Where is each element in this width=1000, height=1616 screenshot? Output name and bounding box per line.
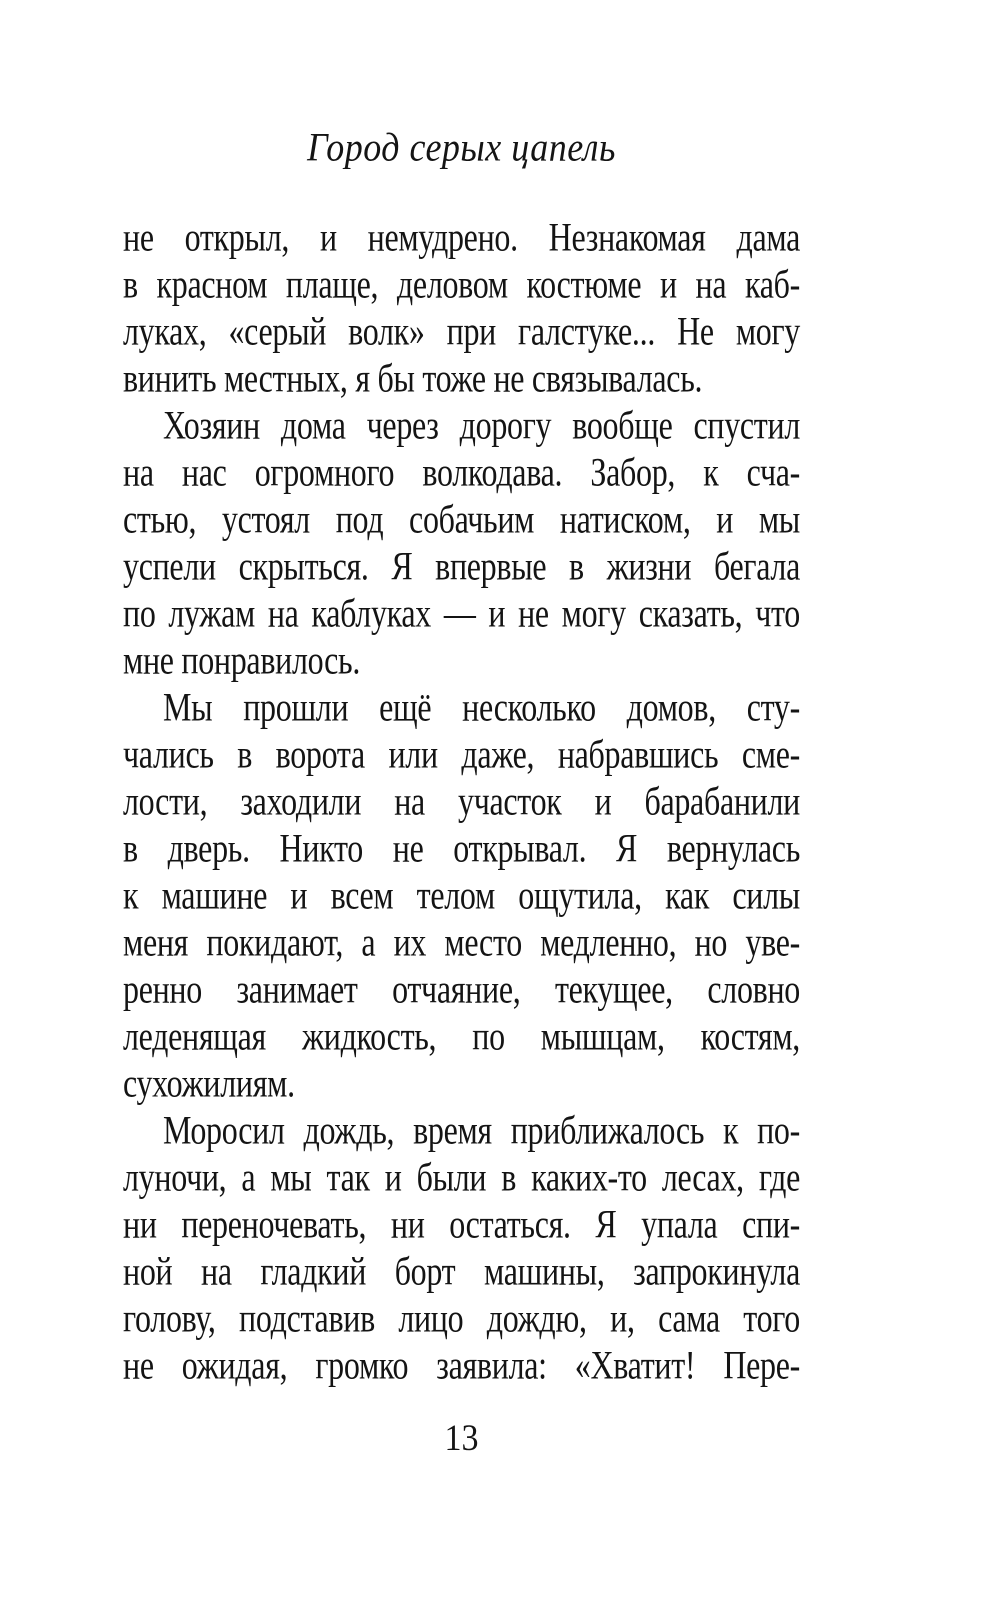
body-line: луках, «серый волк» при галстуке... Не могу [123, 308, 800, 354]
body-line: леденящая жидкость, по мышцам, костям, [123, 1013, 800, 1059]
body-line: не открыл, и немудрено. Незнакомая дама [123, 214, 800, 260]
body-line: Моросил дождь, время приближалось к по- [163, 1107, 800, 1153]
page-number: 13 [444, 1418, 479, 1459]
body-line: чались в ворота или даже, набравшись сме- [123, 731, 800, 777]
body-line: в дверь. Никто не открывал. Я вернулась [123, 825, 800, 871]
body-line: Хозяин дома через дорогу вообще спустил [163, 402, 800, 448]
body-line: мне понравилось. [123, 637, 361, 683]
body-line: ни переночевать, ни остаться. Я упала спи- [123, 1201, 800, 1247]
body-line: не ожидая, громко заявила: «Хватит! Пере- [123, 1342, 800, 1388]
body-line: к машине и всем телом ощутила, как силы [123, 872, 800, 918]
running-header: Город серых цапель [307, 124, 616, 170]
body-line: на нас огромного волкодава. Забор, к сча- [123, 449, 800, 495]
body-line: в красном плаще, деловом костюме и на каб- [123, 261, 800, 307]
body-line: Мы прошли ещё несколько домов, сту- [163, 684, 800, 730]
body-line: по лужам на каблуках — и не могу сказать, что [123, 590, 800, 636]
body-line: голову, подставив лицо дождю, и, сама того [123, 1295, 800, 1341]
body-line: луночи, а мы так и были в каких-то лесах, где [123, 1154, 800, 1200]
body-line: винить местных, я бы тоже не связывалась. [123, 355, 703, 401]
page-body [123, 214, 800, 1389]
body-line: ренно занимает отчаяние, текущее, словно [123, 966, 800, 1012]
body-line: лости, заходили на участок и барабанили [123, 778, 800, 824]
body-line: успели скрыться. Я впервые в жизни бегала [123, 543, 800, 589]
body-line: стью, устоял под собачьим натиском, и мы [123, 496, 800, 542]
body-line: ной на гладкий борт машины, запрокинула [123, 1248, 800, 1294]
body-line: сухожилиям. [123, 1060, 295, 1106]
body-line: меня покидают, а их место медленно, но уве- [123, 919, 800, 965]
